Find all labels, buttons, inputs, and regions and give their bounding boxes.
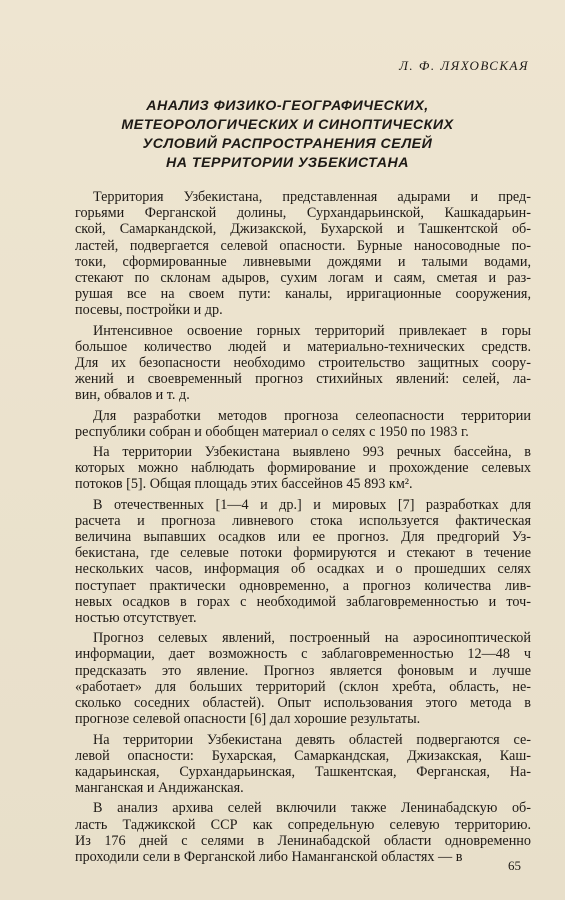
paragraph-line: поступает практически одновременно, а прогноз количества лив- (75, 577, 531, 594)
paragraph-line: информации, дает возможность с заблаговременностью 12—48 ч (75, 646, 531, 663)
paragraph-line: На территории Узбекистана девять областей подвергаются се- (93, 731, 531, 748)
paragraph-line: манганская и Андижанская. (75, 780, 244, 797)
paragraph-line: республики собран и обобщен материал о селях с 1950 по 1983 г. (75, 423, 469, 440)
paragraph (75, 189, 531, 319)
paragraph-line: Из 176 дней с селями в Ленинабадской области одновременно (75, 832, 531, 849)
paragraph-line: Интенсивное освоение горных территорий привлекает в горы (93, 322, 531, 339)
paragraph-line: ской, Самаркандской, Джизакской, Бухарской и Ташкентской об- (75, 221, 531, 238)
paragraph-line: Для их безопасности необходимо строительство защитных соору- (75, 355, 531, 372)
paragraph-line: Для разработки методов прогноза селеопасности территории (93, 407, 531, 424)
paragraph-line: большое количество людей и материально-технических средств. (75, 338, 531, 355)
paragraph-line: В анализ архива селей включили также Ленинабадскую об- (93, 800, 531, 817)
author-name: Л. Ф. ЛЯХОВСКАЯ (399, 58, 529, 73)
paragraph-line: токи, сформированные ливневыми дождями и талыми водами, (75, 253, 531, 270)
paragraph-line: предсказать это явление. Прогноз является фоновым и лучше (75, 662, 531, 679)
paragraph (75, 732, 531, 797)
paragraph (75, 444, 531, 493)
paragraph-line: жений и своевременный прогноз стихийных явлений: селей, ла- (75, 371, 531, 388)
article-body (75, 189, 531, 869)
article-title (70, 97, 505, 173)
paragraph-line: Территория Узбекистана, представленная адырами и пред- (93, 189, 531, 205)
paragraph-line: величина выпавших осадков или ее прогноз. Для предгорий Уз- (75, 529, 531, 546)
paragraph-line: вин, обвалов и т. д. (75, 387, 190, 404)
paragraph-line: сколько соседних областей). Опыт использования этого метода в (75, 695, 531, 712)
title-line: НА ТЕРРИТОРИИ УЗБЕКИСТАНА (165, 155, 410, 171)
paragraph-line: нескольких часов, информация об осадках и о прошедших селях (75, 561, 531, 578)
paragraph-line: Прогноз селевых явлений, построенный на аэросиноптической (93, 630, 531, 647)
paragraph (75, 323, 531, 404)
page-number: 65 (508, 858, 521, 873)
title-line: МЕТЕОРОЛОГИЧЕСКИХ И СИНОПТИЧЕСКИХ (121, 117, 454, 133)
paragraph-line: стекают по склонам адыров, сухим логам и саям, сметая и раз- (75, 270, 531, 287)
paragraph (75, 408, 531, 440)
paragraph-line: «работает» для больших территорий (склон хребта, область, не- (75, 678, 531, 695)
paragraph-line: В отечественных [1—4 и др.] и мировых [7] разработках для (93, 496, 531, 513)
paragraph-line: горьями Ферганской долины, Сурхандарьинской, Кашкадарьин- (75, 205, 531, 222)
paragraph (75, 800, 531, 865)
paragraph-line: ласть Таджикской ССР как сопредельную селевую территорию. (75, 816, 531, 833)
paragraph-line: бекистана, где селевые потоки формируются и стекают в течение (75, 545, 531, 562)
paragraph-line: посевы, постройки и др. (75, 302, 223, 319)
paragraph-line: На территории Узбекистана выявлено 993 речных бассейна, в (93, 444, 531, 461)
paragraph (75, 630, 531, 727)
paragraph-line: потоков [5]. Общая площадь этих бассейнов 45 893 км². (75, 476, 413, 493)
paragraph-line: невых осадков в горах с необходимой заблаговременностью и точ- (75, 593, 531, 610)
paragraph-line: кадарьинская, Сурхандарьинская, Ташкентская, Ферганская, На- (75, 763, 531, 780)
paragraph (75, 497, 531, 627)
paragraph-line: проходили сели в Ферганской либо Наманганской областях — в (75, 848, 463, 865)
paragraph-line: прогнозе селевой опасности [6] дал хорошие результаты. (75, 711, 421, 728)
paragraph-line: расчета и прогноза ливневого стока используется фактическая (75, 512, 531, 529)
paragraph-line: левой опасности: Бухарская, Самаркандская, Джизакская, Каш- (75, 747, 531, 764)
paragraph-line: рушая все на своем пути: каналы, ирригационные сооружения, (75, 286, 531, 303)
paragraph-line: ностью отсутствует. (75, 610, 197, 627)
paragraph-line: которых можно наблюдать формирование и прохождение селевых (75, 460, 531, 477)
paragraph-line: ластей, подвергается селевой опасности. Бурные наносоводные по- (75, 237, 531, 254)
title-line: УСЛОВИЙ РАСПРОСТРАНЕНИЯ СЕЛЕЙ (142, 136, 433, 152)
title-line: АНАЛИЗ ФИЗИКО-ГЕОГРАФИЧЕСКИХ, (146, 98, 429, 114)
